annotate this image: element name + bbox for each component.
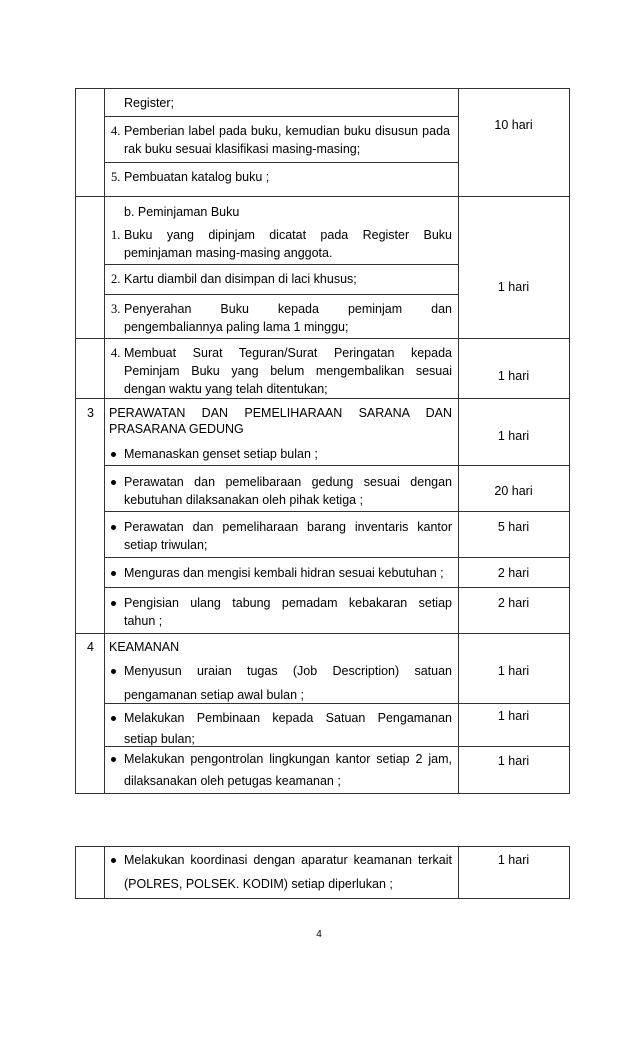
item-text: Pengisian ulang tabung pemadam kebakaran setiap	[124, 596, 452, 610]
duration: 1 hari	[497, 664, 530, 678]
section-number: 3	[87, 406, 94, 420]
duration: 1 hari	[497, 853, 530, 867]
item-text: peminjaman masing-masing anggota.	[124, 246, 333, 260]
bullet-icon	[111, 525, 116, 530]
item-number: 5.	[111, 170, 121, 184]
item-text: (POLRES, POLSEK. KODIM) setiap diperlukan ;	[124, 877, 393, 891]
item-text: Pemberian label pada buku, kemudian buku disusun pada	[124, 124, 450, 138]
row-rule	[75, 633, 570, 634]
item-text: Buku yang dipinjam dicatat pada Register Buku	[124, 228, 452, 242]
bullet-icon	[111, 858, 116, 863]
item-text: Membuat Surat Teguran/Surat Peringatan kepada	[124, 346, 452, 360]
item-text: pengamanan setiap awal bulan ;	[124, 688, 304, 702]
table-border-col1	[104, 88, 105, 793]
section-title: PERAWATAN DAN PEMELIHARAAN SARANA DAN	[109, 406, 452, 420]
item-text: Peminjam Buku yang belum mengembalikan sesuai	[124, 364, 452, 378]
item-text: Menyusun uraian tugas (Job Description) satuan	[124, 664, 452, 678]
duration: 20 hari	[494, 484, 533, 498]
bullet-icon	[111, 669, 116, 674]
duration: 2 hari	[497, 596, 530, 610]
row-rule	[104, 264, 458, 265]
subsection-heading: b. Peminjaman Buku	[124, 205, 240, 219]
row-rule	[75, 398, 570, 399]
item-number: 3.	[111, 302, 121, 316]
row-rule	[75, 338, 570, 339]
duration: 10 hari	[494, 118, 533, 132]
row-rule	[75, 898, 570, 899]
row-rule	[75, 846, 570, 847]
bullet-icon	[111, 757, 116, 762]
duration: 1 hari	[497, 369, 530, 383]
row-rule	[104, 587, 570, 588]
item-number: 4.	[111, 346, 121, 360]
page-number: 4	[316, 929, 322, 940]
item-text: tahun ;	[124, 614, 163, 628]
register-text: Register;	[124, 96, 175, 110]
item-number: 1.	[111, 228, 121, 242]
item-text: pengembaliannya paling lama 1 minggu;	[124, 320, 349, 334]
item-text: dengan waktu yang telah ditentukan;	[124, 382, 328, 396]
section-title: KEAMANAN	[109, 640, 180, 654]
section-title: PRASARANA GEDUNG	[109, 422, 244, 436]
table-border-right	[569, 846, 570, 898]
item-text: Pembuatan katalog buku ;	[124, 170, 270, 184]
duration: 1 hari	[497, 709, 530, 723]
duration: 1 hari	[497, 280, 530, 294]
item-text: Melakukan koordinasi dengan aparatur keamanan terkait	[124, 853, 452, 867]
item-text: Perawatan dan pemelibaraan gedung sesuai dengan	[124, 475, 452, 489]
duration: 1 hari	[497, 754, 530, 768]
item-text: rak buku sesuai klasifikasi masing-masing;	[124, 142, 361, 156]
table-border-col1	[104, 846, 105, 898]
item-text: Menguras dan mengisi kembali hidran sesuai kebutuhan ;	[124, 566, 444, 580]
item-text: Melakukan Pembinaan kepada Satuan Pengamanan	[124, 711, 452, 725]
row-rule	[104, 557, 570, 558]
row-rule	[75, 196, 570, 197]
bullet-icon	[111, 716, 116, 721]
row-rule	[104, 511, 570, 512]
row-rule	[104, 116, 458, 117]
item-text: setiap triwulan;	[124, 538, 208, 552]
item-text: setiap bulan;	[124, 732, 195, 746]
item-text: Kartu diambil dan disimpan di laci khusus;	[124, 272, 357, 286]
bullet-icon	[111, 452, 116, 457]
item-text: Melakukan pengontrolan lingkungan kantor setiap 2 jam,	[124, 752, 452, 766]
bullet-icon	[111, 480, 116, 485]
item-number: 4.	[111, 124, 121, 138]
row-rule	[104, 294, 458, 295]
duration: 2 hari	[497, 566, 530, 580]
row-rule	[75, 88, 570, 89]
bullet-icon	[111, 571, 116, 576]
item-text: kebutuhan dilaksanakan oleh pihak ketiga ;	[124, 493, 364, 507]
row-rule	[104, 162, 458, 163]
table-border-left	[75, 88, 76, 793]
item-text: dilaksanakan oleh petugas keamanan ;	[124, 774, 341, 788]
duration: 5 hari	[497, 520, 530, 534]
item-text: Perawatan dan pemeliharaan barang inventaris kantor	[124, 520, 452, 534]
item-text: Penyerahan Buku kepada peminjam dan	[124, 302, 452, 316]
table-border-left	[75, 846, 76, 898]
bullet-icon	[111, 601, 116, 606]
row-rule	[75, 793, 570, 794]
item-text: Memanaskan genset setiap bulan ;	[124, 447, 318, 461]
table-border-right	[569, 88, 570, 793]
section-number: 4	[87, 640, 94, 654]
item-number: 2.	[111, 272, 121, 286]
row-rule	[104, 465, 570, 466]
duration: 1 hari	[497, 429, 530, 443]
